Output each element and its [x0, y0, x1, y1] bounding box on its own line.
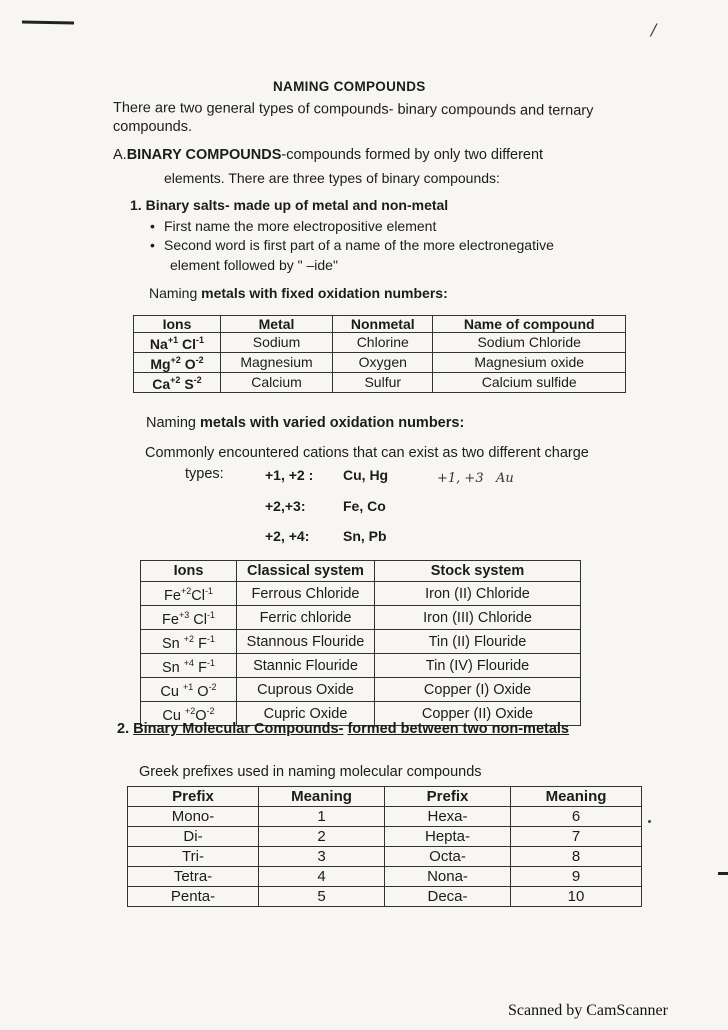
classical-name-cell: Ferrous Chloride: [237, 582, 375, 606]
table-row: [128, 847, 642, 867]
scanner-footer: Scanned by CamScanner: [508, 1002, 668, 1019]
prefix-cell: Tetra-: [128, 867, 259, 887]
charge-metals: Sn, Pb: [343, 528, 387, 544]
header-stock-system: Stock system: [375, 561, 581, 582]
table-row: [128, 887, 642, 907]
header-metal: Metal: [220, 316, 332, 333]
compound-name-cell: Magnesium oxide: [433, 353, 626, 373]
header-prefix: Prefix: [128, 787, 259, 807]
cations-types-label: types:: [185, 466, 224, 482]
table-header-row: [141, 561, 581, 582]
fixed-caption-bold: metals with fixed oxidation numbers:: [201, 285, 448, 301]
section-a-line-2: elements. There are three types of binary compounds:: [164, 170, 500, 186]
prefix-cell: Di-: [128, 827, 259, 847]
meaning-cell: 3: [259, 847, 385, 867]
nonmetal-cell: Chlorine: [333, 333, 433, 353]
table-row: [128, 807, 642, 827]
prefix-cell: Octa-: [385, 847, 511, 867]
section-a-heading: [113, 147, 543, 163]
metal-cell: Magnesium: [220, 353, 332, 373]
item-2-title: Binary Molecular Compounds-: [133, 721, 344, 737]
cations-line-1: Commonly encountered cations that can exist as two different charge: [145, 445, 589, 461]
scan-mark: [22, 21, 74, 25]
prefix-cell: Hepta-: [385, 827, 511, 847]
varied-caption-bold: metals with varied oxidation numbers:: [200, 415, 465, 431]
greek-prefix-table: [127, 786, 642, 907]
classical-name-cell: Ferric chloride: [237, 606, 375, 630]
header-classical-system: Classical system: [237, 561, 375, 582]
stock-name-cell: Iron (II) Chloride: [375, 582, 581, 606]
handwritten-note: +1, +3 Au: [437, 471, 514, 486]
intro-line-2: compounds.: [113, 119, 192, 135]
ions-cell: $Mg^{+2}$ $O^{-2}$: [134, 353, 221, 373]
table-row: [128, 867, 642, 887]
prefix-cell: Hexa-: [385, 807, 511, 827]
fixed-caption: [149, 285, 448, 301]
classical-name-cell: Cuprous Oxide: [237, 678, 375, 702]
charge-metals: Fe, Co: [343, 498, 386, 514]
meaning-cell: 2: [259, 827, 385, 847]
table-row: [141, 606, 581, 630]
meaning-cell: 8: [511, 847, 642, 867]
classical-name-cell: Stannous Flouride: [237, 630, 375, 654]
table-row: [134, 353, 626, 373]
section-a-description: -compounds formed by only two different: [281, 147, 544, 163]
prefix-cell: Nona-: [385, 867, 511, 887]
bullet-1: [150, 218, 436, 234]
header-name-of-compound: Name of compound: [433, 316, 626, 333]
stock-name-cell: Tin (II) Flouride: [375, 630, 581, 654]
table-header-row: [134, 316, 626, 333]
header-nonmetal: Nonmetal: [333, 316, 433, 333]
section-a-title: BINARY COMPOUNDS: [126, 147, 282, 163]
header-meaning: Meaning: [259, 787, 385, 807]
stock-name-cell: Copper (II) Oxide: [375, 702, 581, 726]
ions-cell: $Na^{+1}$ $Cl^{-1}$: [134, 333, 221, 353]
header-ions: Ions: [141, 561, 237, 582]
table-row: [141, 654, 581, 678]
ions-cell: Cu $^{+2}O^{-2}$: [141, 702, 237, 726]
ions-cell: Sn $^{+2}$ $F^{-1}$: [141, 630, 237, 654]
page-number: /: [651, 20, 657, 39]
ions-cell: $Fe^{+2}Cl^{-1}$: [141, 582, 237, 606]
metal-cell: Calcium: [220, 373, 332, 393]
charge-label: +2, +4:: [265, 528, 310, 544]
compound-name-cell: Calcium sulfide: [433, 373, 626, 393]
bullet-2-line-2: element followed by " –ide": [170, 257, 338, 273]
scan-mark: [718, 872, 728, 875]
fixed-caption-prefix: Naming: [149, 285, 202, 301]
stock-name-cell: Copper (I) Oxide: [375, 678, 581, 702]
ions-cell: $Fe^{+3}$ $Cl^{-1}$: [141, 606, 237, 630]
header-ions: Ions: [134, 316, 221, 333]
greek-prefix-caption: Greek prefixes used in naming molecular compounds: [139, 764, 482, 780]
fixed-oxidation-table: [133, 315, 626, 393]
scan-mark: [648, 820, 651, 823]
bullet-dot: •: [150, 218, 155, 234]
varied-caption-prefix: Naming: [146, 415, 200, 431]
charge-label: +2,+3:: [265, 498, 306, 514]
bullet-2-text: Second word is first part of a name of the more electronegative: [164, 237, 554, 253]
prefix-cell: Penta-: [128, 887, 259, 907]
header-prefix: Prefix: [385, 787, 511, 807]
classical-name-cell: Cupric Oxide: [237, 702, 375, 726]
item-1-title: Binary salts- made up of metal and non-metal: [145, 197, 449, 213]
table-row: [141, 678, 581, 702]
item-2-description: formed between two non-metals: [347, 721, 569, 737]
meaning-cell: 4: [259, 867, 385, 887]
table-row: [128, 827, 642, 847]
table-row: [141, 582, 581, 606]
table-row: [134, 373, 626, 393]
ions-cell: Sn $^{+4}$ $F^{-1}$: [141, 654, 237, 678]
prefix-cell: Deca-: [385, 887, 511, 907]
page-title: NAMING COMPOUNDS: [273, 79, 426, 94]
varied-caption: [146, 415, 464, 431]
meaning-cell: 9: [511, 867, 642, 887]
nonmetal-cell: Sulfur: [333, 373, 433, 393]
table-row: [134, 333, 626, 353]
compound-name-cell: Sodium Chloride: [433, 333, 626, 353]
section-a-prefix: A.: [113, 147, 127, 163]
intro-line-1: There are two general types of compounds- binary compounds and ternary: [112, 100, 594, 119]
ions-cell: $Ca^{+2}$ $S^{-2}$: [134, 373, 221, 393]
metal-cell: Sodium: [220, 333, 332, 353]
prefix-cell: Tri-: [128, 847, 259, 867]
ions-cell: Cu $^{+1}$ $O^{-2}$: [141, 678, 237, 702]
nonmetal-cell: Oxygen: [333, 353, 433, 373]
header-meaning: Meaning: [511, 787, 642, 807]
stock-name-cell: Tin (IV) Flouride: [375, 654, 581, 678]
varied-oxidation-table: [140, 560, 581, 726]
meaning-cell: 5: [259, 887, 385, 907]
charge-metals: Cu, Hg: [343, 467, 389, 483]
meaning-cell: 1: [259, 807, 385, 827]
prefix-cell: Mono-: [128, 807, 259, 827]
classical-name-cell: Stannic Flouride: [237, 654, 375, 678]
table-header-row: [128, 787, 642, 807]
meaning-cell: 10: [511, 887, 642, 907]
item-1-heading: [130, 197, 448, 213]
item-2-heading: [117, 721, 569, 737]
bullet-1-text: First name the more electropositive element: [164, 218, 437, 234]
stock-name-cell: Iron (III) Chloride: [375, 606, 581, 630]
bullet-2: [150, 237, 554, 253]
charge-label: +1, +2 :: [265, 467, 314, 483]
table-row: [141, 630, 581, 654]
bullet-dot: •: [150, 237, 155, 253]
meaning-cell: 6: [511, 807, 642, 827]
item-1-number: 1.: [130, 197, 142, 213]
item-2-number: 2.: [117, 721, 130, 737]
meaning-cell: 7: [511, 827, 642, 847]
